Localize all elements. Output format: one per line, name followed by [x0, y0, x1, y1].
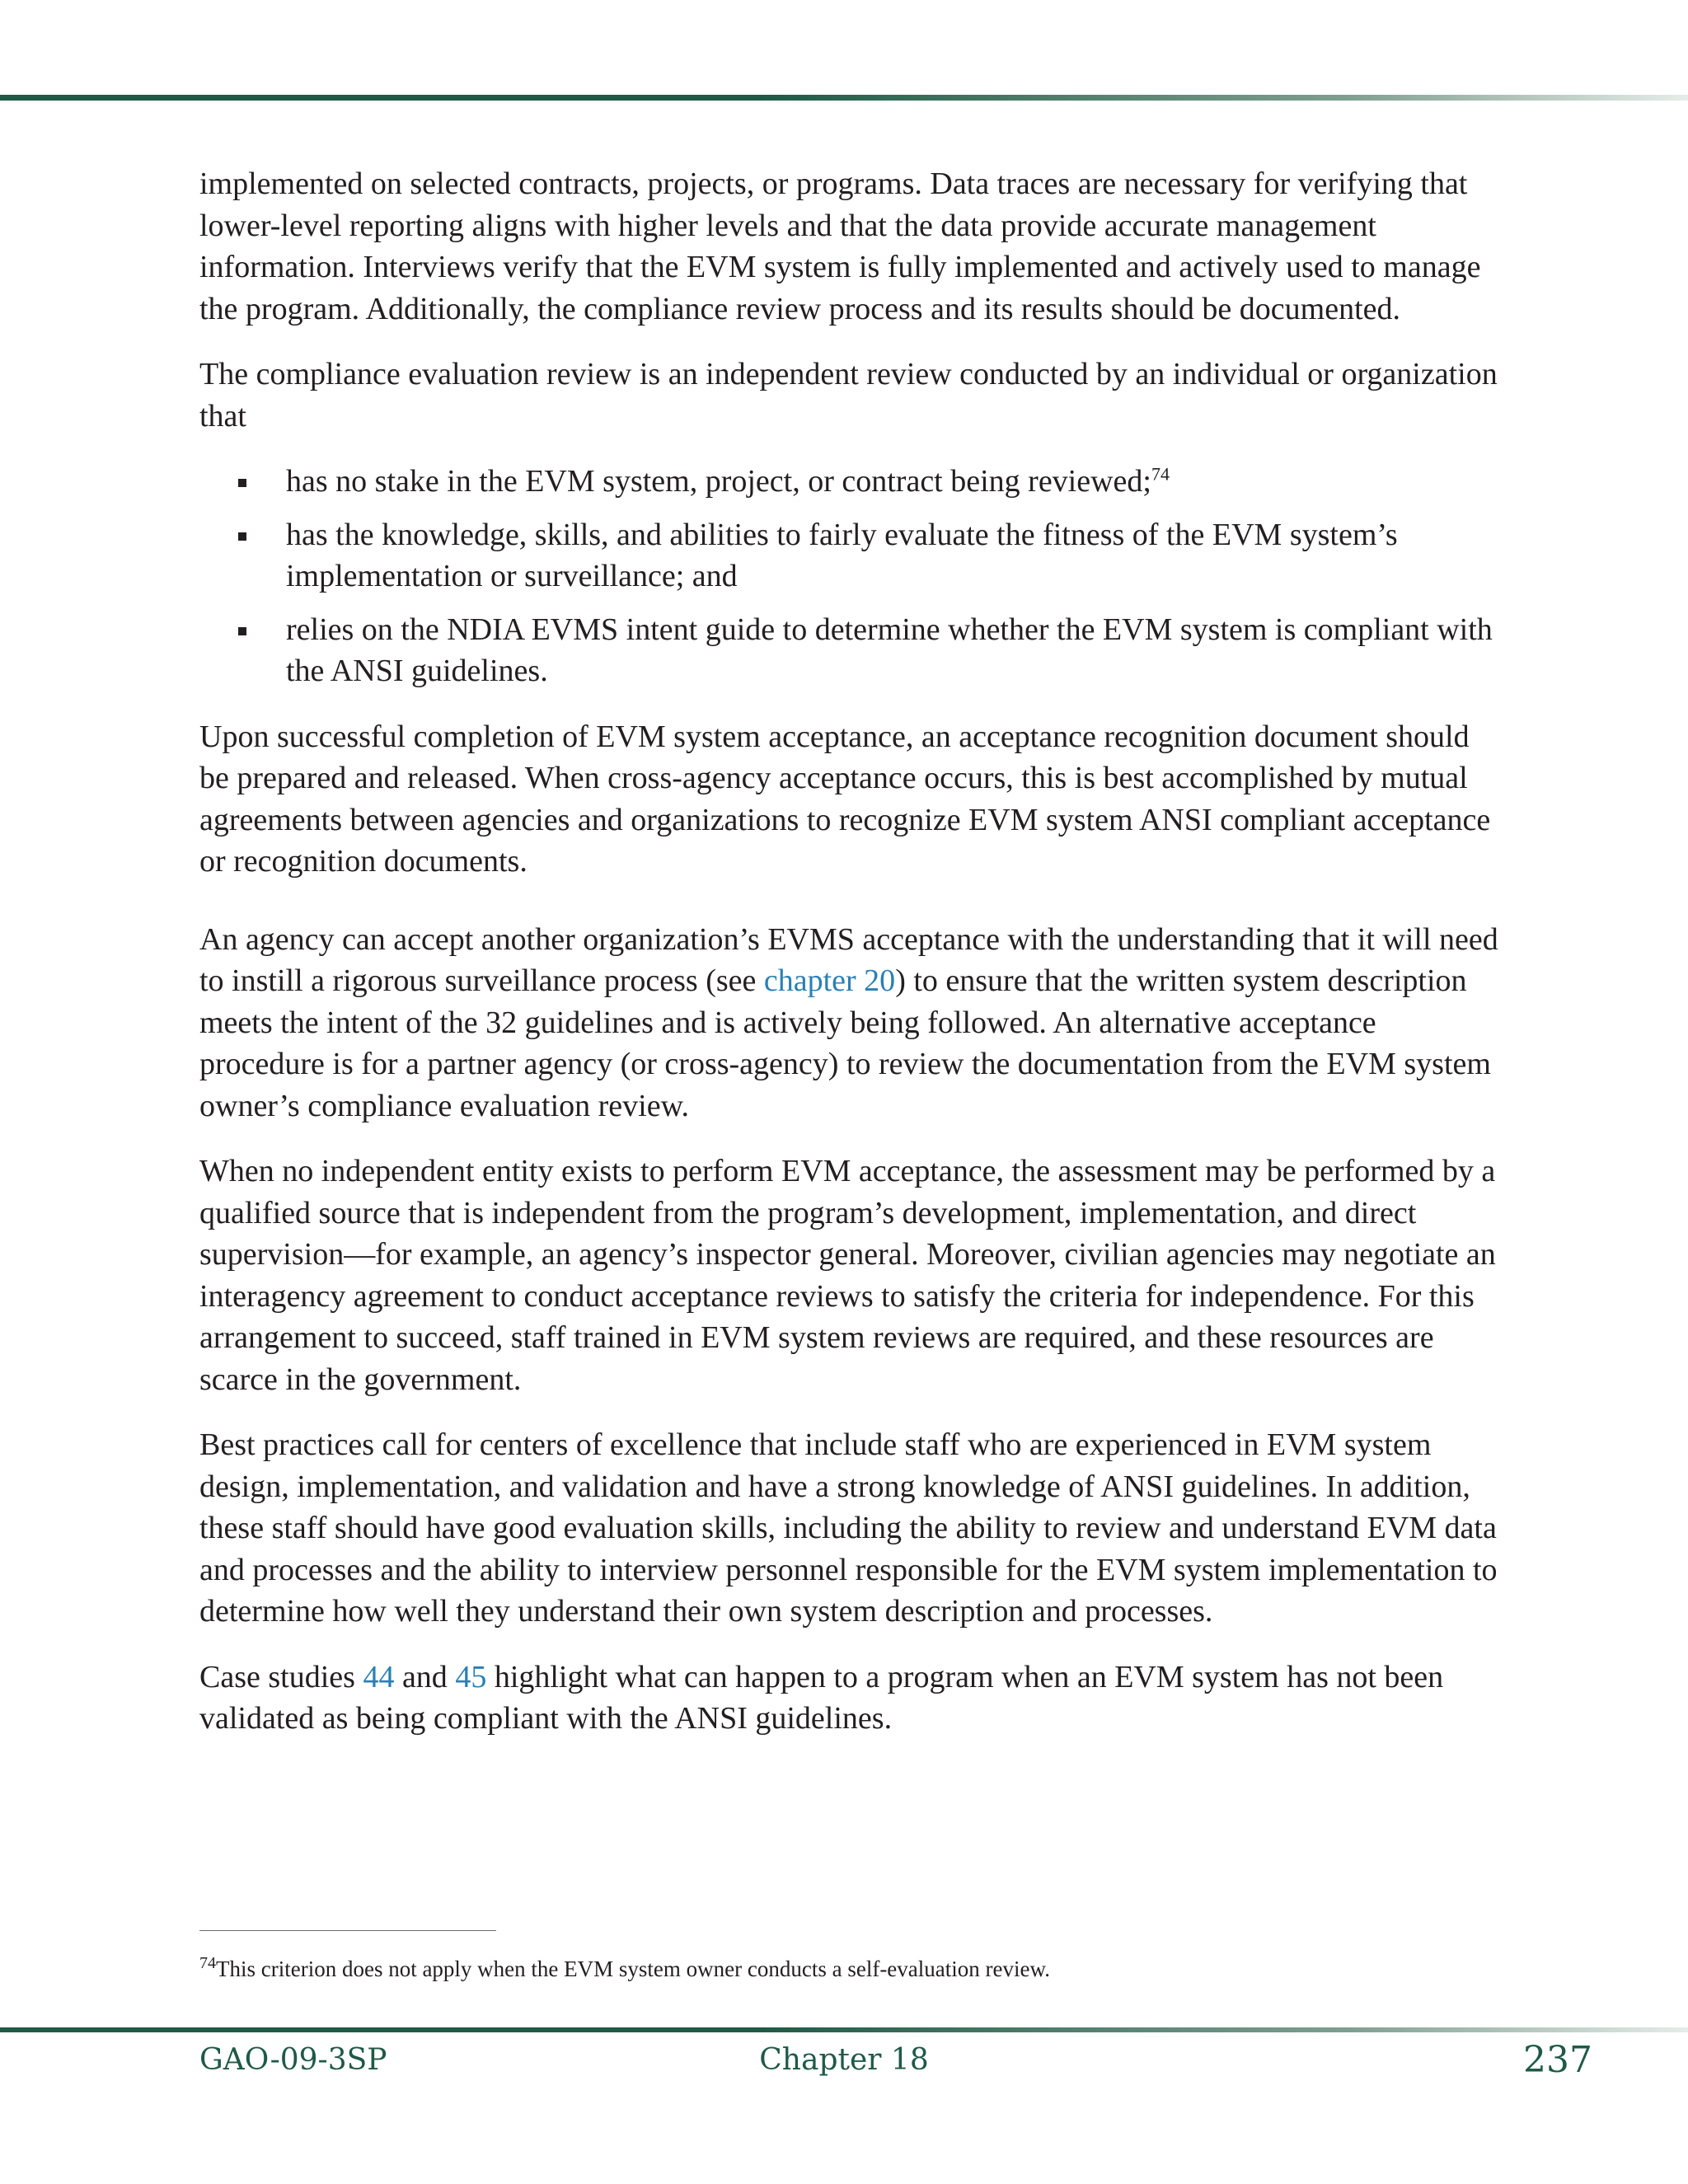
criteria-list: [199, 461, 1502, 692]
square-bullet-icon: [238, 479, 246, 487]
square-bullet-icon: [238, 532, 246, 541]
footnote-text: This criterion does not apply when the EVM system owner conducts a self-evaluation review.: [216, 1957, 1050, 1981]
paragraph-compliance-review: The compliance evaluation review is an independent review conducted by an individual or organization that: [199, 357, 1498, 434]
text-run: Case studies: [199, 1659, 363, 1694]
paragraph-cross-agency: [199, 919, 1502, 1127]
footnote-ref-74[interactable]: 74: [1151, 463, 1170, 485]
list-item-text: has no stake in the EVM system, project, or contract being reviewed;: [286, 464, 1151, 499]
text-run: and: [394, 1659, 456, 1694]
list-item: [199, 461, 1502, 503]
chapter-label: Chapter 18: [759, 2043, 929, 2077]
text-run: An agency can accept another organization’s EVMS acceptance with the understanding that it will need to instill a rigorous surveillance process (see: [199, 921, 1498, 998]
text-run: ) to ensure that the written system description meets the intent of the 32 guidelines and is actively being followed. An alternative acceptance procedure is for a partner agency (or cross-agency) to review the documentation from the EVM system owner’s compliance evaluation review.: [199, 963, 1491, 1123]
paragraph-case-studies: [199, 1657, 1502, 1740]
footer-rule: [0, 2027, 1688, 2032]
body-text: [199, 163, 1502, 1764]
square-bullet-icon: [238, 627, 246, 635]
paragraph-independent-entity: When no independent entity exists to perform EVM acceptance, the assessment may be performed by a qualified source that is independent from the program’s development, implementation, and direct supervision—for example, an agency’s inspector general. Moreover, civilian agencies may negotiate an interagency agreement to conduct acceptance reviews to satisfy the criteria for independence. For this arrangement to succeed, staff trained in EVM system reviews are required, and these resources are scarce in the government.: [199, 1154, 1496, 1397]
paragraph-best-practices: Best practices call for centers of excellence that include staff who are experienced in EVM system design, implementation, and validation and have a strong knowledge of ANSI guidelines. In addition, these staff should have good evaluation skills, including the ability to review and understand EVM data and processes and the ability to interview personnel responsible for the EVM system implementation to determine how well they understand their own system description and processes.: [199, 1427, 1498, 1629]
header-rule: [0, 95, 1688, 101]
text-run: highlight what can happen to a program when an EVM system has not been validated as being compliant with the ANSI guidelines.: [199, 1659, 1444, 1736]
paragraph-data-traces: implemented on selected contracts, projects, or programs. Data traces are necessary for verifying that lower-level reporting aligns with higher levels and that the data provide accurate management information. Interviews verify that the EVM system is fully implemented and actively used to manage the program. Additionally, the compliance review process and its results should be documented.: [199, 166, 1481, 326]
footnote-number: 74: [199, 1954, 216, 1972]
report-id: GAO-09-3SP: [199, 2043, 387, 2077]
chapter-20-link[interactable]: chapter 20: [763, 963, 896, 998]
footnote-74: [199, 1955, 1436, 1983]
list-item-text: relies on the NDIA EVMS intent guide to determine whether the EVM system is compliant with the ANSI guidelines.: [286, 612, 1493, 688]
list-item: [199, 609, 1502, 692]
footnote-divider: [199, 1930, 496, 1931]
paragraph-acceptance-recognition: Upon successful completion of EVM system acceptance, an acceptance recognition document should be prepared and released. When cross-agency acceptance occurs, this is best accomplished by mutual agreements between agencies and organizations to recognize EVM system ANSI compliant acceptance or recognition documents.: [199, 719, 1491, 879]
list-item: [199, 514, 1502, 598]
case-study-45-link[interactable]: 45: [455, 1659, 487, 1694]
case-study-44-link[interactable]: 44: [363, 1659, 395, 1694]
page-number: 237: [1523, 2039, 1592, 2081]
list-item-text: has the knowledge, skills, and abilities to fairly evaluate the fitness of the EVM system’s implementation or surveillance; and: [286, 517, 1398, 593]
